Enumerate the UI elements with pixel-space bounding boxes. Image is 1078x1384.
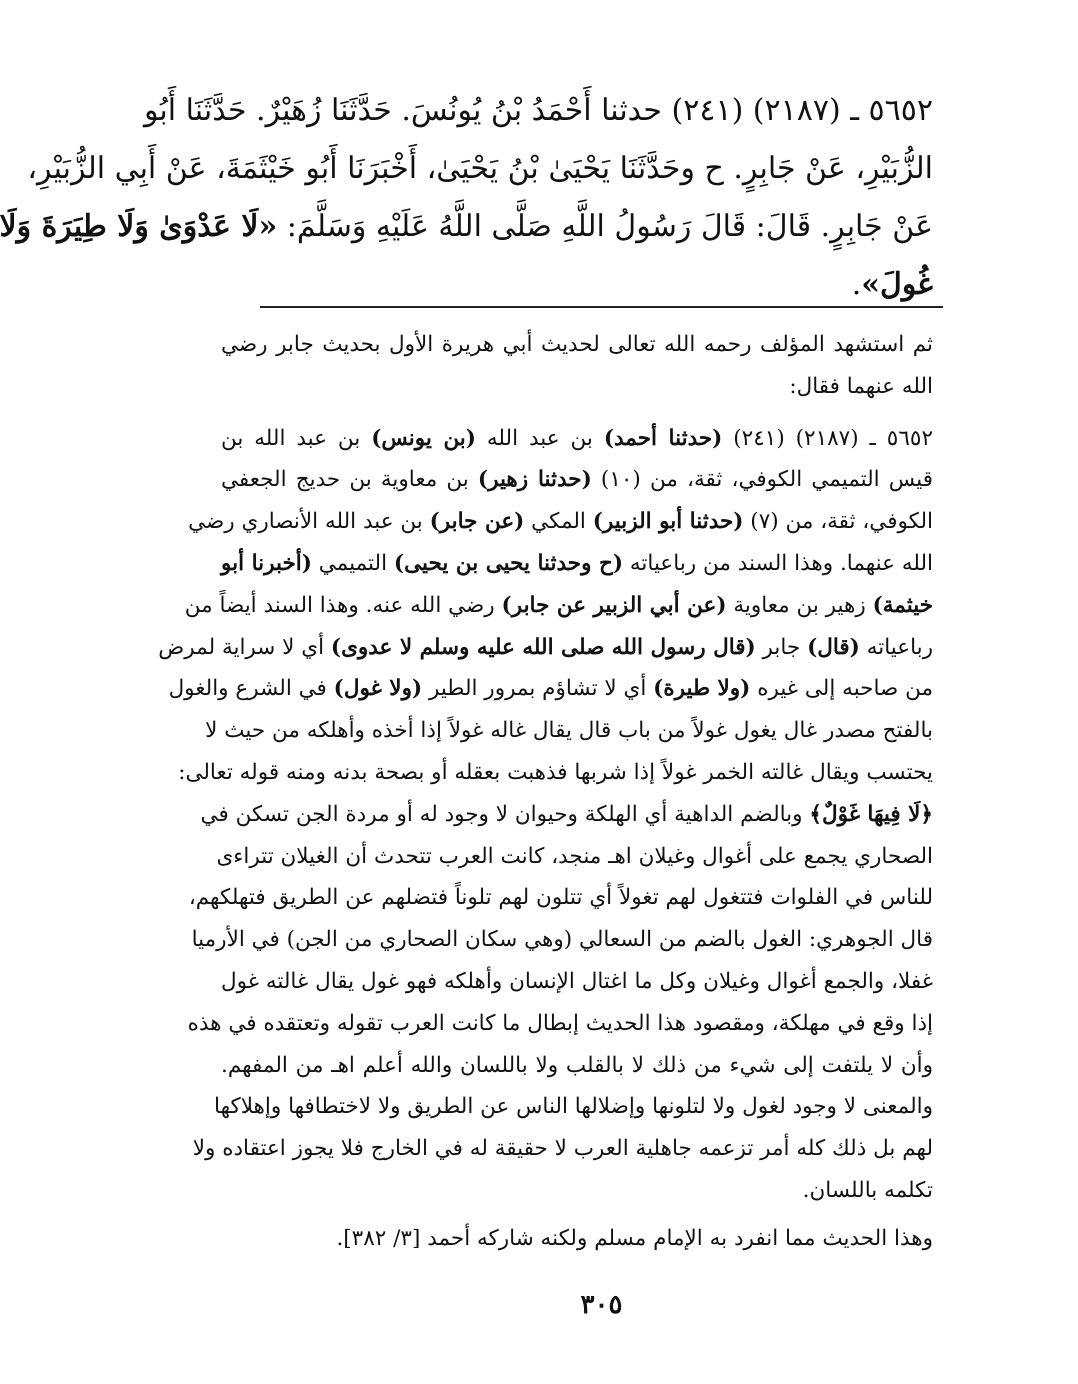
commentary-bold: (ولا غول) — [333, 676, 423, 702]
commentary-text: زهير بن معاوية — [726, 592, 873, 618]
commentary-text: رباعياته — [859, 634, 933, 660]
commentary-line-9 — [178, 752, 933, 794]
commentary-text: قال الجوهري: الغول بالضم من السعالي (وهي سكان الصحاري من الجن) في الأرميا — [191, 927, 933, 953]
commentary-line-19 — [221, 1170, 933, 1212]
commentary-text: يحتسب ويقال غالته الخمر غولاً إذا شربها فذهبت بعقله أو بصحة بدنه ومنه قوله تعالى: — [178, 759, 933, 785]
commentary-bold: (عن جابر) — [429, 509, 525, 535]
intro-line-1-text: ثم استشهد المؤلف رحمه الله تعالى لحديث أبي هريرة الأول بحديث جابر رضي — [221, 332, 933, 357]
commentary-text: بالفتح مصدر غال يغول غولاً من باب قال يقال غاله غولاً إذا أخذه وأهلكه من حيث لا — [205, 718, 933, 744]
commentary-text: لهم بل ذلك كله أمر تزعمه جاهلية العرب لا حقيقة له في الخارج فلا يجوز اعتقاده ولا — [192, 1136, 933, 1162]
commentary-text: التميمي — [311, 550, 394, 576]
commentary-line-17 — [214, 1086, 933, 1128]
commentary-line-15 — [187, 1003, 933, 1045]
section-divider — [260, 306, 943, 308]
commentary-text: وأن لا يلتفت إلى شيء من ذلك لا بالقلب ولا باللسان والله أعلم اهـ من المفهم. — [221, 1052, 933, 1078]
paragraph-gap — [221, 408, 933, 418]
commentary-text: جابر — [755, 634, 808, 660]
hadith-line-4-end: . — [851, 267, 862, 302]
commentary-bold: (ولا طيرة) — [653, 676, 751, 702]
commentary-line-16 — [221, 1045, 933, 1087]
commentary-text: للناس في الفلوات فتتغول لهم تغولاً أي تتلون لهم تلوناً فتضلهم عن الطريق فتهلكهم، — [188, 885, 933, 911]
commentary-text: أي لا سراية لمرض — [158, 634, 331, 660]
closing-note-text: وهذا الحديث مما انفرد به الإمام مسلم ولكنه شاركه أحمد [٣/ ٣٨٢]. — [336, 1226, 933, 1251]
commentary-line-18 — [192, 1128, 933, 1170]
commentary-bold: خيثمة) — [872, 592, 933, 618]
commentary-line-8 — [205, 710, 933, 752]
quran-quote: ﴿لَا فِيهَا غَوْلٌ﴾ — [809, 801, 933, 827]
commentary-text: والمعنى لا وجود لغول ولا لتلونها وإضلالها الناس عن الطريق ولا لاختطافها وإهلاكها — [214, 1094, 933, 1120]
commentary-text: الصحاري يجمع على أغوال وغيلان اهـ منجد، كانت العرب تتحدث أن الغيلان تتراءى — [216, 843, 933, 869]
commentary-text: رضي الله عنه. وهذا السند أيضاً من — [184, 592, 502, 618]
commentary-bold: (عن أبي الزبير عن جابر) — [501, 592, 727, 618]
commentary-line-12 — [188, 877, 933, 919]
commentary-line-3 — [188, 501, 933, 543]
hadith-prophet-saying-end: غُولَ» — [861, 267, 933, 302]
intro-line-2 — [221, 366, 933, 408]
hadith-line-2 — [27, 140, 933, 198]
commentary-bold: (ح وحدثنا يحيى بن يحيى) — [393, 550, 624, 576]
commentary-text: في الشرع والغول — [168, 676, 334, 702]
commentary-line-2 — [221, 459, 933, 501]
commentary-text: الله عنهما. وهذا السند من رباعياته — [623, 550, 934, 576]
commentary-text: الكوفي، ثقة، من (٧) — [743, 509, 933, 535]
commentary-text: إذا وقع في مهلكة، ومقصود هذا الحديث إبطال ما كانت العرب تقوله وتعتقده في هذه — [187, 1010, 933, 1036]
commentary-line-11 — [216, 836, 933, 878]
commentary-text: بن معاوية بن حديج الجعفي — [221, 467, 478, 493]
commentary-text: قيس التميمي الكوفي، ثقة، من (١٠) — [591, 467, 933, 493]
commentary-line-4 — [221, 543, 933, 585]
commentary-bold: (قال) — [807, 634, 860, 660]
intro-line-1 — [221, 324, 933, 366]
commentary-text: أي لا تشاؤم بمرور الطير — [422, 676, 654, 702]
commentary-text: غفلا، والجمع أغوال وغيلان وكل ما اغتال الإنسان وأهلكه فهو غول يقال غالته غول — [221, 968, 933, 994]
hadith-line-1 — [143, 82, 933, 140]
commentary-line-7 — [168, 668, 933, 710]
hadith-line-3 — [0, 198, 933, 256]
commentary-text: من صاحبه إلى غيره — [750, 676, 933, 702]
closing-note — [221, 1218, 933, 1260]
commentary-line-1 — [221, 418, 933, 460]
commentary-bold: (بن يونس) — [371, 425, 476, 451]
hadith-text — [0, 82, 933, 314]
commentary-line-6 — [158, 627, 933, 669]
hadith-prophet-saying: «لَا عَدْوَىٰ وَلَا طِيَرَةَ وَلَا — [0, 209, 278, 244]
commentary-text: تكلمه باللسان. — [802, 1177, 933, 1203]
commentary-line-13 — [191, 919, 933, 961]
hadith-line-1-text: ٥٦٥٢ ـ (٢١٨٧) (٢٤١) حدثنا أَحْمَدُ بْنُ يُونُسَ. حَدَّثَنَا زُهَيْرٌ. حَدَّثَنَا أَبُو — [143, 93, 933, 128]
commentary-bold: (أخبرنا أبو — [221, 550, 312, 576]
commentary-bold: (حدثنا أبو الزبير) — [592, 509, 744, 535]
hadith-line-3-text: عَنْ جَابِرٍ. قَالَ: قَالَ رَسُولُ اللَّهِ صَلَّى اللَّهُ عَلَيْهِ وَسَلَّمَ: — [277, 209, 933, 244]
commentary-text: ٥٦٥٢ ـ (٢١٨٧) (٢٤١) — [722, 425, 933, 451]
commentary-text: وبالضم الداهية أي الهلكة وحيوان لا وجود له أو مردة الجن تسكن في — [200, 801, 810, 827]
commentary-text: بن عبد الله الأنصاري رضي — [188, 509, 430, 535]
page-number: ٣٠٥ — [580, 1290, 623, 1320]
commentary-text: بن عبد الله بن — [221, 425, 372, 451]
commentary-line-14 — [221, 961, 933, 1003]
commentary-text: المكي — [524, 509, 593, 535]
hadith-line-2-text: الزُّبَيْرِ، عَنْ جَابِرٍ. ح وحَدَّثَنَا يَحْيَىٰ بْنُ يَحْيَىٰ، أَخْبَرَنَا أَبُو خَيْثَمَةَ، عَنْ أَبِي الزُّبَيْرِ، — [27, 151, 933, 186]
commentary-bold: (حدثنا أحمد) — [603, 425, 723, 451]
commentary — [158, 324, 934, 1212]
commentary-text: بن عبد الله — [475, 425, 604, 451]
commentary-line-10 — [200, 794, 933, 836]
intro-line-2-text: الله عنهما فقال: — [789, 373, 933, 399]
commentary-bold: (حدثنا زهير) — [477, 467, 592, 493]
commentary-bold: (قال رسول الله صلى الله عليه وسلم لا عدوى) — [330, 634, 756, 660]
commentary-line-5 — [184, 585, 933, 627]
